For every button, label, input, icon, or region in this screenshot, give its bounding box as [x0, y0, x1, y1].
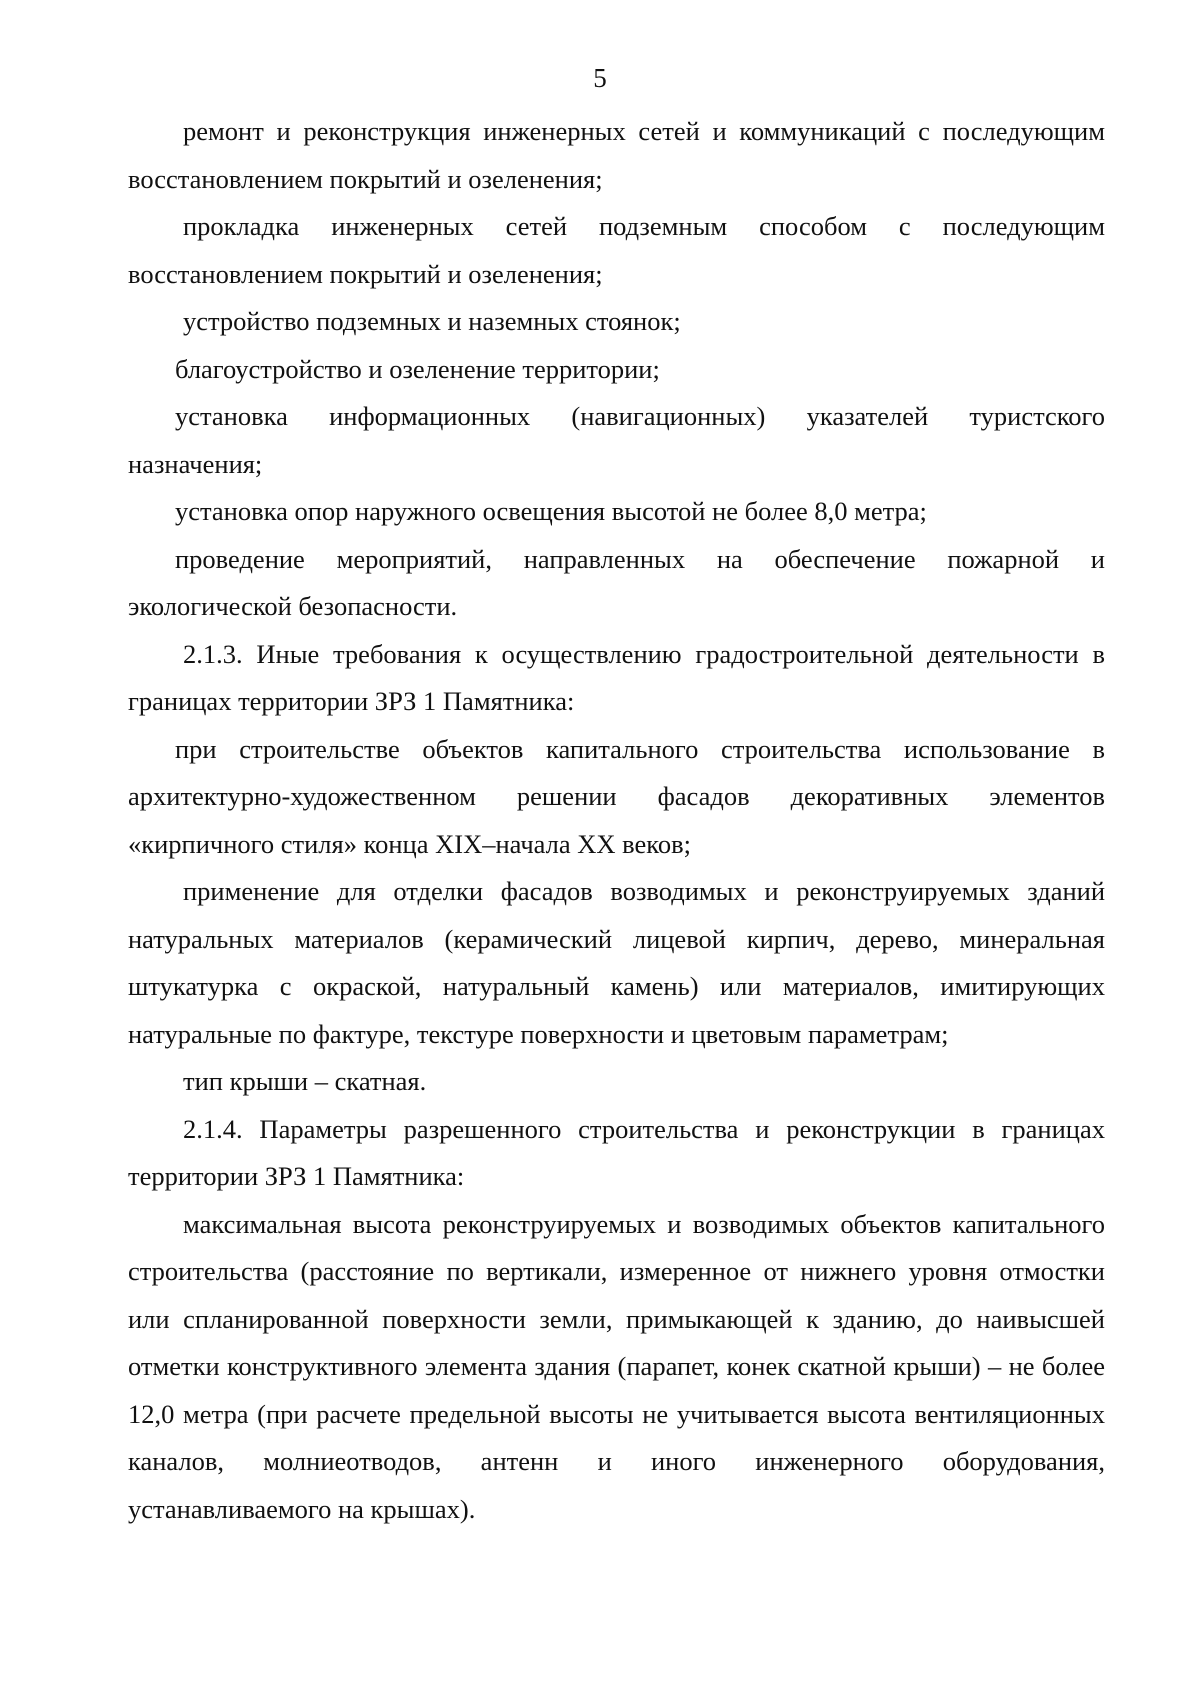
paragraph-facade-materials: применение для отделки фасадов возводимых и реконструируемых зданий натуральных материалов (керамический лицевой кирпич, дерево, минеральная штукатурка с окраской, натуральный камень) или материалов, имитирующих натуральные по фактуре, текстуре поверхности и цветовым параметрам; — [128, 876, 1105, 1049]
document-body — [128, 108, 1105, 1533]
section-heading-2-1-4: 2.1.4. Параметры разрешенного строительства и реконструкции в границах территории ЗРЗ 1 Памятника: — [128, 1113, 1105, 1191]
paragraph-safety-measures: проведение мероприятий, направленных на обеспечение пожарной и экологической безопасности. — [128, 543, 1105, 621]
paragraph-brick-style: при строительстве объектов капитального строительства использование в архитектурно-художественном решении фасадов декоративных элементов «кирпичного стиля» конца XIX–начала XX веков; — [128, 733, 1105, 859]
paragraph-signage: установка информационных (навигационных) указателей туристского назначения; — [128, 401, 1105, 479]
paragraph-repair-networks: ремонт и реконструкция инженерных сетей и коммуникаций с последующим восстановлением покрытий и озеленения; — [128, 116, 1105, 194]
section-heading-2-1-3: 2.1.3. Иные требования к осуществлению градостроительной деятельности в границах территории ЗРЗ 1 Памятника: — [128, 638, 1105, 716]
paragraph-max-height: максимальная высота реконструируемых и возводимых объектов капитального строительства (расстояние по вертикали, измеренное от нижнего уровня отмостки или спланированной поверхности земли, примыкающей к зданию, до наивысшей отметки конструктивного элемента здания (парапет, конек скатной крыши) – не более 12,0 метра (при расчете предельной высоты не учитывается высота вентиляционных каналов, молниеотводов, антенн и иного инженерного оборудования, устанавливаемого на крышах). — [128, 1208, 1105, 1524]
paragraph-lighting-poles: установка опор наружного освещения высотой не более 8,0 метра; — [175, 496, 927, 526]
page-number: 5 — [593, 63, 607, 93]
paragraph-parking: устройство подземных и наземных стоянок; — [183, 306, 681, 336]
paragraph-roof-type: тип крыши – скатная. — [183, 1066, 427, 1096]
paragraph-landscaping: благоустройство и озеленение территории; — [175, 353, 660, 384]
paragraph-underground-laying: прокладка инженерных сетей подземным способом с последующим восстановлением покрытий и озеленения; — [128, 211, 1105, 289]
